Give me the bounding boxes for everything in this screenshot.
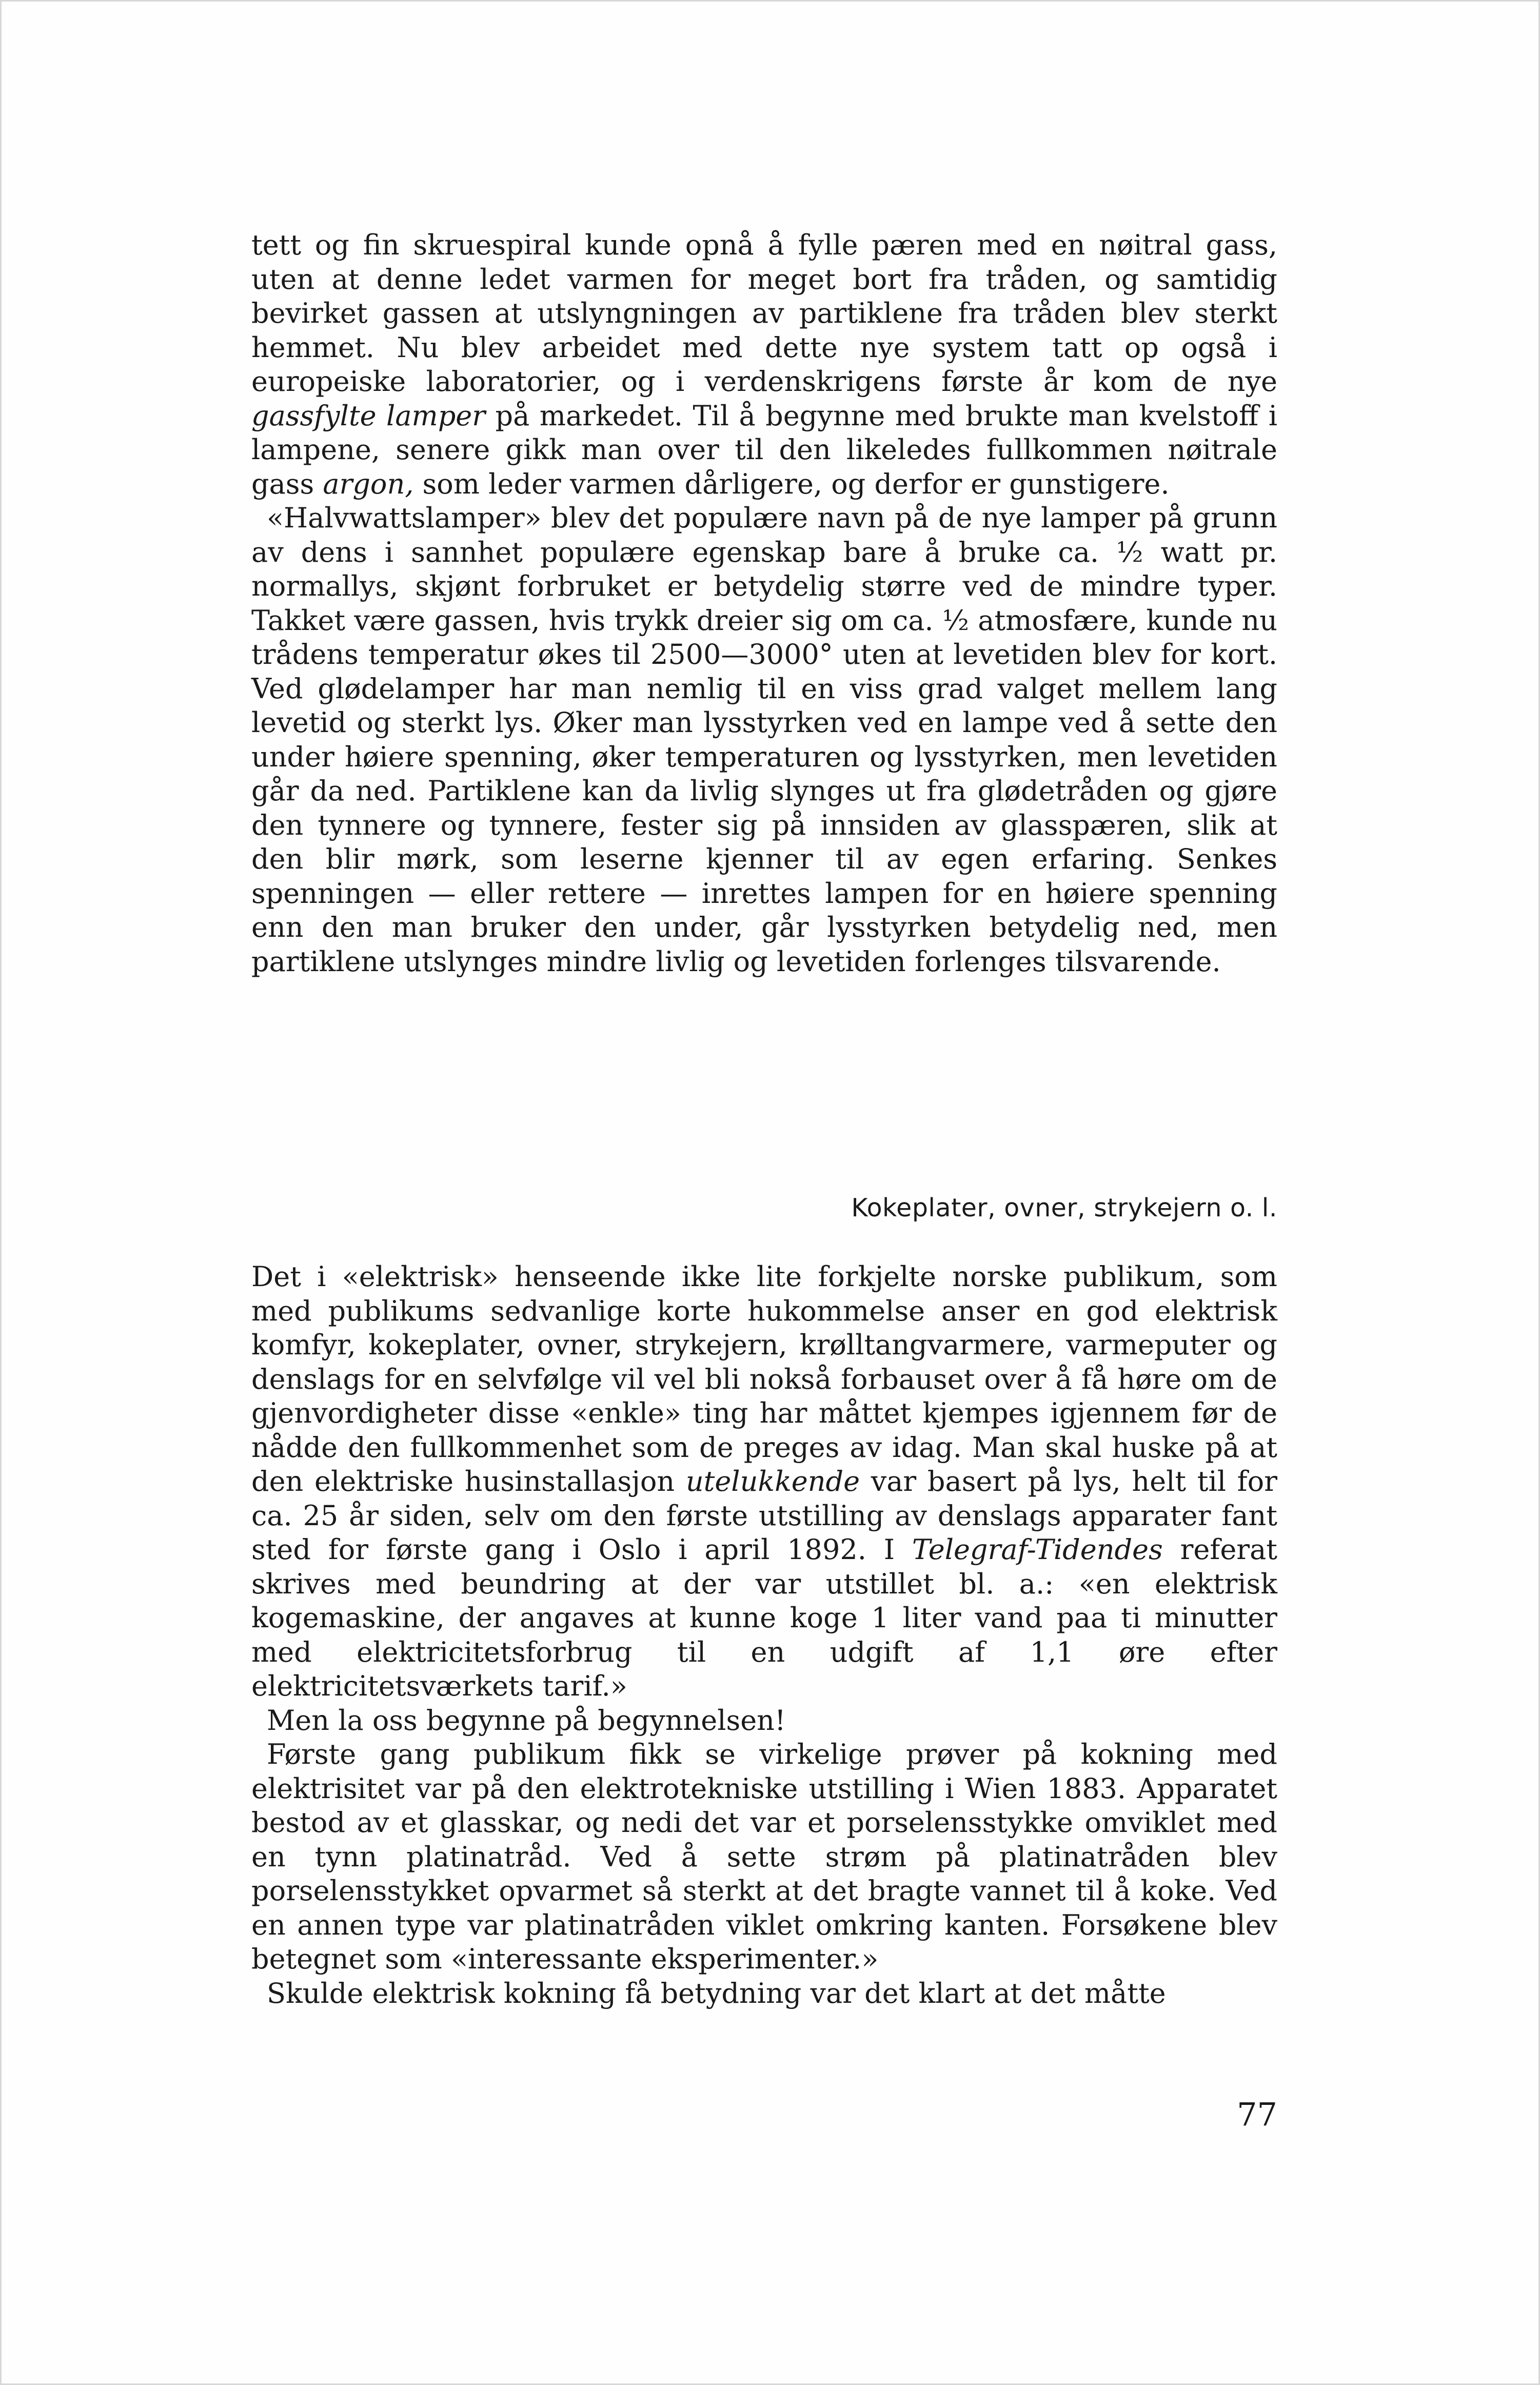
paragraph-text: tett og fin skruespiral kunde opnå å fylle pæren med en nøitral gass, uten at denne ledet varmen for meget bort fra tråden, og samtidig bevirket gassen at utslyngningen av partiklene fra tråden blev sterkt hemmet. Nu blev arbeidet med dette nye system tatt op også i europeiske laboratorier, og i verdenskrigens første år kom de nye — [251, 229, 1277, 398]
page-number: 77 — [1237, 2096, 1277, 2133]
paragraph-text: Det i «elektrisk» henseende ikke lite forkjelte norske publikum, som med publikums sedvanlige korte hukommelse anser en god elektrisk komfyr, kokeplater, ovner, strykejern, krølltangvarmere, varmeputer og denslags for en selvfølge vil vel bli nokså forbauset over å få høre om de gjenvordigheter disse «enkle» ting har måttet kjempes igjennem før de nådde den fullkommenhet som de preges av idag. Man skal huske på at den elektriske husinstallasjon — [251, 1260, 1277, 1497]
paragraph-text: på markedet. Til å begynne med brukte man kvelstoff i lampene, senere gikk man over til den likeledes fullkommen nøitrale gass — [251, 399, 1277, 500]
paragraph-vienna-1883: Første gang publikum fikk se virkelige prøver på kokning med elektrisitet var på den elektrotekniske utstilling i Wien 1883. Apparatet bestod av et glasskar, og nedi det var et porselensstykke omviklet med en tynn platinatråd. Ved å sette strøm på platinatråden blev porselensstykket opvarmet så sterkt at det bragte vannet til å koke. Ved en annen type var platinatråden viklet omkring kanten. Forsøkene blev betegnet som «interessante eksperimenter.» — [251, 1738, 1277, 1975]
paragraph-gas-filled-lamps — [251, 228, 1277, 501]
upper-text-block — [251, 228, 1277, 979]
lower-text-block — [251, 1260, 1277, 2011]
italic-term-gassfylte-lamper: gassfylte lamper — [251, 399, 486, 432]
paragraph-text: var basert på lys, helt til for ca. 25 år siden, selv om den første utstilling av denslags apparater fant sted for første gang i Oslo i april 1892. I — [251, 1465, 1277, 1566]
italic-term-utelukkende: utelukkende — [685, 1465, 860, 1497]
paragraph-begin: Men la oss begynne på begynnelsen! — [267, 1704, 786, 1737]
paragraph-electric-appliances — [251, 1260, 1277, 1704]
italic-term-argon: argon, — [323, 467, 414, 500]
italic-term-telegraf-tidendes: Telegraf-Tidendes — [912, 1533, 1163, 1566]
paragraph-text: referat skrives med beundring at der var utstillet bl. a.: «en elektrisk kogemaskine, der angaves at kunne koge 1 liter vand paa ti minutter med elektricitetsforbrug til en udgift af 1,1 øre efter elektricitetsværkets tarif.» — [251, 1533, 1277, 1702]
paragraph-continued: Skulde elektrisk kokning få betydning var det klart at det måtte — [267, 1977, 1166, 2009]
paragraph-halvwattslamper: «Halvwattslamper» blev det populære navn på de nye lamper på grunn av dens i sannhet populære egenskap bare å bruke ca. ½ watt pr. normallys, skjønt forbruket er betydelig større ved de mindre typer. Takket være gassen, hvis trykk dreier sig om ca. ½ atmosfære, kunde nu trådens temperatur økes til 2500—3000° uten at levetiden blev for kort. Ved glødelamper har man nemlig til en viss grad valget mellem lang levetid og sterkt lys. Øker man lysstyrken ved en lampe ved å sette den under høiere spenning, øker temperaturen og lysstyrken, men levetiden går da ned. Partiklene kan da livlig slynges ut fra glødetråden og gjøre den tynnere og tynnere, fester sig på innsiden av glasspæren, slik at den blir mørk, som leserne kjenner til av egen erfaring. Senkes spenningen — eller rettere — inrettes lampen for en høiere spenning enn den man bruker den under, går lysstyrken betydelig ned, men partiklene utslynges mindre livlig og levetiden forlenges tilsvarende. — [251, 502, 1277, 978]
section-heading: Kokeplater, ovner, strykejern o. l. — [851, 1193, 1277, 1223]
paragraph-text: som leder varmen dårligere, og derfor er gunstigere. — [413, 467, 1170, 500]
